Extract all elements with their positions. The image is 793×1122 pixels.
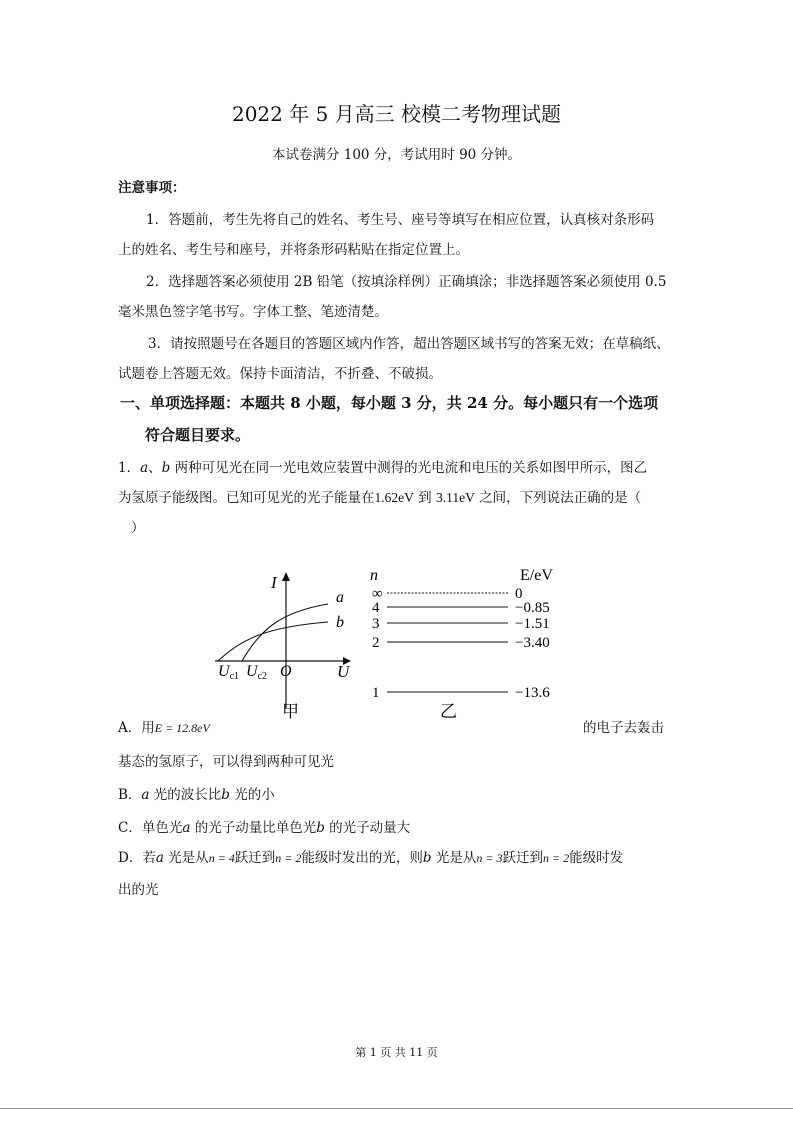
e-header: E/eV: [520, 567, 553, 584]
energy-levels: [372, 586, 550, 701]
level-energy-label: 0: [515, 586, 523, 602]
level-n2: n = 2: [275, 851, 302, 865]
curve-a-label: a: [336, 589, 344, 606]
notice-item-3-line-2: 试题卷上答题无效。保持卡面清洁，不折叠、不破损。: [118, 366, 442, 382]
n-header: n: [370, 567, 378, 584]
origin-label: O: [280, 663, 292, 680]
option-a-line-1: [118, 716, 210, 736]
symbol-a: a: [140, 460, 149, 476]
level-energy-label: −0.85: [515, 600, 550, 616]
curve-b: [218, 622, 328, 661]
stem-text: 为氢原子能级图。已知可见光的光子能量在: [118, 490, 375, 506]
figure-yi: [360, 560, 570, 720]
notice-heading: 注意事项：: [118, 180, 186, 196]
option-a-formula: E = 12.8eV: [154, 721, 210, 735]
level-n-label: 1: [372, 685, 380, 701]
option-text: 光是从: [431, 850, 477, 866]
level-energy-label: −1.51: [515, 616, 550, 632]
option-a-line-2: 基态的氢原子，可以得到两种可见光: [118, 754, 334, 770]
level-n4: n = 4: [208, 851, 235, 865]
option-text: 能级时发出的光，则: [301, 850, 423, 866]
question-1-stem-line-3: ）: [131, 520, 145, 536]
symbol-b: b: [422, 850, 432, 866]
stem-text: 之间，下列说法正确的是（: [474, 490, 642, 506]
option-b: [118, 783, 275, 803]
figure-jia-caption: 甲: [282, 702, 299, 720]
page-title: 2022 年 5 月高三 校模二考物理试题: [231, 102, 562, 126]
curve-a: [242, 604, 328, 661]
stem-text: 到: [413, 490, 436, 506]
option-text: 光的波长比: [149, 787, 222, 803]
option-d-line-2: 出的光: [118, 882, 159, 898]
notice-item-3-line-1: 3．请按照题号在各题目的答题区域内作答，超出答题区域书写的答案无效；在草稿纸、: [148, 336, 670, 352]
option-text: 光的小: [229, 787, 275, 803]
level-n-label: ∞: [372, 586, 383, 602]
symbol-b: b: [316, 820, 325, 836]
curve-b-label: b: [336, 614, 344, 631]
notice-item-2-line-2: 毫米黑色签字笔书写。字体工整、笔迹清楚。: [118, 304, 388, 320]
level-n2: n = 2: [542, 851, 570, 865]
notice-item-1-line-1: 1．答题前，考生先将自己的姓名、考生号、座号等填写在相应位置，认真核对条形码: [146, 212, 655, 228]
uc1-main: U: [218, 663, 230, 680]
uc2-label: [246, 663, 267, 682]
question-1-stem-line-2: [118, 486, 641, 506]
option-c-label: C．单色光: [118, 820, 183, 836]
page-bottom-rule: [0, 1108, 793, 1109]
option-a-label: A．用: [118, 720, 155, 736]
uc2-sub: c2: [257, 671, 268, 682]
option-text: 能级时发: [569, 850, 624, 866]
energy-high: 3.11eV: [435, 490, 475, 505]
energy-low: 1.62eV: [374, 490, 414, 505]
option-a-tail: 的电子去轰击: [583, 720, 664, 736]
level-n-label: 3: [372, 616, 380, 632]
level-n-label: 4: [372, 600, 380, 616]
y-axis-label: I: [271, 573, 277, 592]
page-footer: 第 1 页 共 11 页: [355, 1046, 438, 1059]
symbol-b: b: [221, 787, 230, 803]
uc1-label: [218, 663, 239, 682]
notice-item-1-line-2: 上的姓名、考生号和座号，并将条形码粘贴在指定位置上。: [118, 242, 469, 258]
symbol-a: a: [155, 850, 164, 866]
exam-info: 本试卷满分 100 分，考试用时 90 分钟。: [271, 147, 522, 163]
symbol-a: a: [182, 820, 191, 836]
question-number: 1．: [118, 460, 141, 476]
option-text: 跃迁到: [234, 850, 276, 866]
symbol-b: b: [161, 460, 171, 476]
option-b-label: B．: [118, 787, 142, 803]
level-n3: n = 3: [476, 851, 503, 865]
uc1-sub: c1: [229, 671, 240, 682]
y-axis-arrow: [282, 572, 290, 581]
separator: 、: [148, 460, 162, 476]
level-energy-label: −3.40: [515, 635, 550, 651]
level-energy-label: −13.6: [515, 685, 550, 701]
notice-item-2-line-1: 2．选择题答案必须使用 2B 铅笔（按填涂样例）正确填涂；非选择题答案必须使用 0.5: [146, 274, 667, 290]
section-heading-line-1: 一、单项选择题：本题共 8 小题，每小题 3 分，共 24 分。每小题只有一个选项: [120, 394, 659, 412]
option-text: 的光子动量大: [324, 820, 411, 836]
uc2-main: U: [246, 663, 258, 680]
symbol-a: a: [141, 787, 150, 803]
option-c: [118, 816, 410, 836]
option-d-label: D．若: [118, 850, 156, 866]
level-n-label: 2: [372, 635, 380, 651]
option-d-line-1: [118, 846, 623, 866]
section-heading-line-2: 符合题目要求。: [145, 426, 251, 444]
figure-yi-caption: 乙: [440, 702, 457, 720]
x-axis-label: U: [337, 662, 350, 681]
figure-jia: [210, 560, 360, 720]
option-text: 跃迁到: [502, 850, 543, 866]
question-1-stem-line-1: [118, 456, 647, 476]
stem-text: 两种可见光在同一光电效应装置中测得的光电流和电压的关系如图甲所示，图乙: [170, 460, 648, 476]
option-text: 的光子动量比单色光: [190, 820, 317, 836]
option-text: 光是从: [163, 850, 209, 866]
